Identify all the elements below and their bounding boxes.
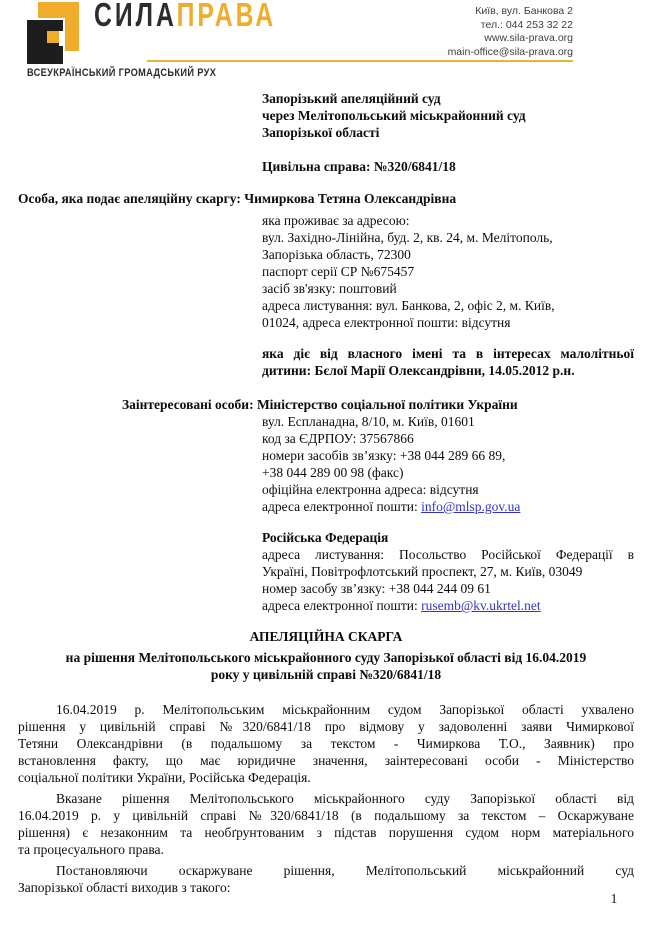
- paragraph-line: Тетяни Олександрівни (в подальшому за текстом - Чимиркова Т.О., Заявник) про: [18, 736, 634, 751]
- address-line: номер засобу зв’язку: +38 044 244 09 61: [262, 581, 491, 596]
- address-line: [262, 597, 634, 614]
- paragraph-line: Запорізької області виходив з такого:: [18, 880, 231, 895]
- applicant-intro: Особа, яка подає апеляційну скаргу: Чимиркова Тетяна Олександрівна: [18, 191, 457, 206]
- paragraph-line: рішення) є незаконним та необґрунтованим з підстав порушення судом норм матеріального: [18, 825, 634, 840]
- address-line: 01024, адреса електронної пошти: відсутня: [262, 315, 511, 330]
- paragraph: [18, 701, 634, 786]
- letterhead-divider: [147, 60, 573, 62]
- rf-name: Російська Федерація: [262, 530, 389, 545]
- paragraph-line: соціальної політики України, Російська Федерація.: [18, 770, 311, 785]
- ministry-email-link[interactable]: info@mlsp.gov.ua: [421, 499, 521, 514]
- applicant-address: [262, 212, 634, 331]
- paragraph-line: Постановляючи оскаржуване рішення, Мелітопольський міськрайонний суд: [56, 863, 634, 878]
- paragraph-line: та процесуального права.: [18, 842, 164, 857]
- acting-line: дитини: Бєлої Марії Олександрівни, 14.05.2012 р.н.: [262, 363, 575, 378]
- email-label: адреса електронної пошти:: [262, 598, 422, 613]
- contact-website: www.sila-prava.org: [484, 32, 573, 44]
- interested-label: Заінтересовані особи:: [122, 397, 254, 412]
- rf-email-link[interactable]: rusemb@kv.ukrtel.net: [421, 598, 541, 613]
- brand-wordmark: [94, 0, 277, 33]
- address-line: вул. Еспланадна, 8/10, м. Київ, 01601: [262, 414, 475, 429]
- appeal-title-block: [18, 628, 634, 683]
- brand-tagline: ВСЕУКРАЇНСЬКИЙ ГРОМАДСЬКИЙ РУХ: [27, 67, 217, 79]
- contact-email: main-office@sila-prava.org: [447, 45, 573, 58]
- email-label: адреса електронної пошти:: [262, 499, 422, 514]
- appeal-subtitle-line: року у цивільній справі №320/6841/18: [210, 667, 442, 682]
- paragraph-line: 16.04.2019 р. у цивільній справі №320/6841/18 (в подальшому за текстом – Оскаржуване: [18, 808, 634, 823]
- paragraph-line: Вказане рішення Мелітопольського міськрайонного суду Запорізької області від: [56, 791, 634, 806]
- ministry-address: [262, 413, 634, 515]
- appeal-title: АПЕЛЯЦІЙНА СКАРГА: [249, 629, 403, 644]
- interested-parties-line: [122, 396, 634, 413]
- address-line: паспорт серії СР №675457: [262, 264, 415, 279]
- address-line: +38 044 289 00 98 (факс): [262, 465, 404, 480]
- rf-address: [262, 546, 634, 614]
- recipient-court-block: [262, 90, 634, 175]
- brand-word-dark: СИЛА: [94, 0, 177, 33]
- logo-shape: [65, 2, 79, 51]
- address-line: адреса листування: Посольство Російської Федерації в: [262, 547, 634, 562]
- address-line: яка проживає за адресою:: [262, 213, 410, 228]
- paragraph: [18, 790, 634, 858]
- address-line: вул. Західно-Лінійна, буд. 2, кв. 24, м. Мелітополь,: [262, 230, 553, 245]
- sila-prava-logo-icon: [27, 2, 80, 64]
- acting-on-behalf-block: [262, 345, 634, 379]
- paragraph: [18, 862, 634, 896]
- recipient-line: через Мелітопольський міськрайонний суд: [262, 108, 526, 123]
- address-line: код за ЄДРПОУ: 37567866: [262, 431, 414, 446]
- document-body: [0, 85, 650, 896]
- address-line: [262, 498, 634, 515]
- paragraph-line: 16.04.2019 р. Мелітопольським міськрайонним судом Запорізької області ухвалено: [56, 702, 634, 717]
- letterhead: [0, 0, 650, 85]
- paragraph-line: встановлення факту, що має юридичне значення, заінтересовані особи - Міністерство: [18, 753, 634, 768]
- paragraph-line: рішення у цивільній справі №320/6841/18 про відмову у задоволенні заяви Чимиркової: [18, 719, 634, 734]
- address-line: номери засобів зв’язку: +38 044 289 66 89,: [262, 448, 506, 463]
- address-line: Україні, Повітрофлотський проспект, 27, м. Київ, 03049: [262, 564, 583, 579]
- address-line: адреса листування: вул. Банкова, 2, офіс 2, м. Київ,: [262, 298, 555, 313]
- address-line: засіб зв'язку: поштовий: [262, 281, 397, 296]
- appeal-subtitle-line: на рішення Мелітопольського міськрайонного суду Запорізької області від 16.04.2019: [65, 650, 587, 665]
- logo-shape: [59, 31, 63, 46]
- ministry-name: Міністерство соціальної політики України: [256, 397, 518, 412]
- contact-address: Київ, вул. Банкова 2: [475, 5, 573, 17]
- address-line: Запорізька область, 72300: [262, 247, 411, 262]
- address-line: офіційна електронна адреса: відсутня: [262, 482, 479, 497]
- contact-block: [448, 5, 573, 59]
- recipient-line: Запорізький апеляційний суд: [262, 91, 441, 106]
- brand-word-yellow: ПРАВА: [176, 0, 277, 33]
- logo-shape: [47, 31, 59, 43]
- acting-line: яка діє від власного імені та в інтересах малолітньої: [262, 346, 634, 361]
- recipient-line: Запорізької області: [262, 125, 380, 140]
- contact-phone: тел.: 044 253 32 22: [480, 18, 573, 31]
- case-number: Цивільна справа: №320/6841/18: [262, 159, 456, 174]
- page-number: 1: [610, 891, 618, 906]
